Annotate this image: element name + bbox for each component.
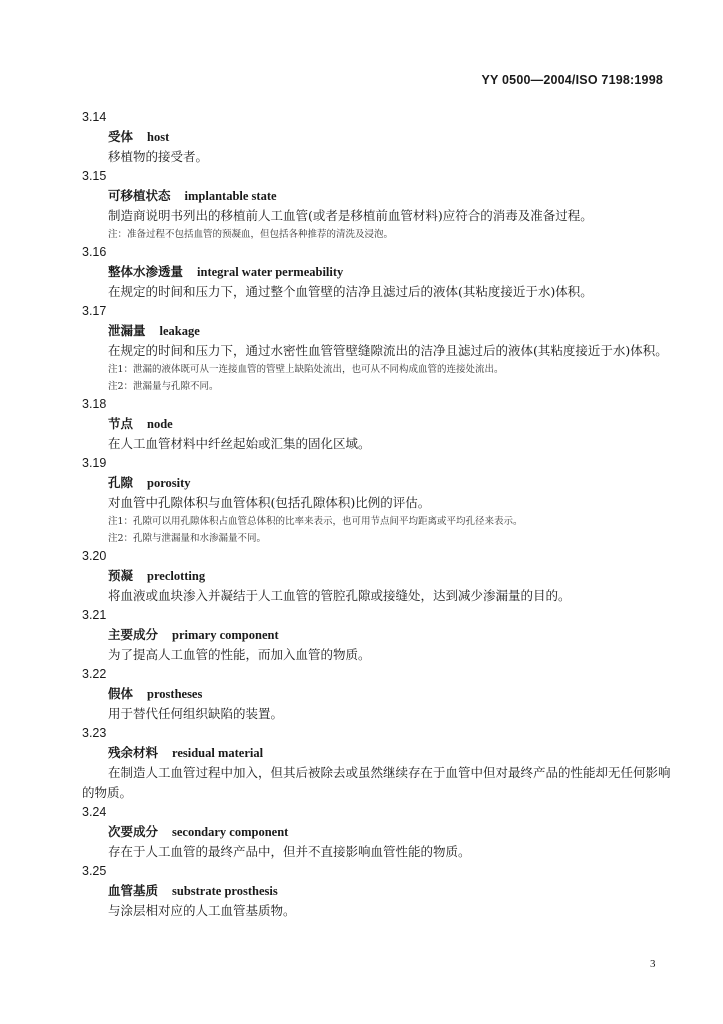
term-chinese: 假体 [108,686,134,701]
definition-entry [82,243,672,302]
term-heading [108,414,672,434]
term-heading [108,262,672,282]
definition-note: 注1：孔隙可以用孔隙体积占血管总体积的比率来表示，也可用节点间平均距离或平均孔径来表示。 [108,516,523,527]
clause-number: 3.14 [82,110,107,124]
term-heading [108,684,672,704]
clause-number: 3.19 [82,456,107,470]
term-chinese: 主要成分 [108,627,159,642]
clause-number: 3.17 [82,304,107,318]
definition-entry [82,862,672,921]
term-heading [108,822,672,842]
definition-entry [82,665,672,724]
term-definition: 移植物的接受者。 [108,149,209,164]
term-english: node [147,417,173,431]
term-definition: 对血管中孔隙体积与血管体积(包括孔隙体积)比例的评估。 [108,495,431,510]
term-english: substrate prosthesis [172,884,278,898]
definition-note: 注1：泄漏的液体既可从一连接血管的管壁上缺陷处流出，也可从不同构成血管的连接处流出。 [108,364,504,375]
definition-entry [82,454,672,547]
clause-number: 3.23 [82,726,107,740]
clause-number: 3.15 [82,169,107,183]
term-english: leakage [159,324,200,338]
term-english: secondary component [172,825,289,839]
definition-entry [82,395,672,454]
clause-number: 3.24 [82,805,107,819]
term-english: porosity [147,476,191,490]
definitions-list [82,108,672,921]
standard-header: YY 0500—2004/ISO 7198:1998 [481,73,663,87]
term-english: residual material [172,746,264,760]
clause-number: 3.22 [82,667,107,681]
term-chinese: 可移植状态 [108,188,171,203]
term-chinese: 节点 [108,416,134,431]
clause-number: 3.16 [82,245,107,259]
term-heading [108,881,672,901]
term-chinese: 预凝 [108,568,134,583]
definition-entry [82,606,672,665]
term-heading [108,625,672,645]
term-definition: 在人工血管材料中纤丝起始或汇集的固化区域。 [108,436,371,451]
term-chinese: 受体 [108,129,134,144]
term-heading [108,566,672,586]
definition-entry [82,803,672,862]
term-heading [108,473,672,493]
term-english: prostheses [147,687,203,701]
definition-entry [82,547,672,606]
term-heading [108,127,672,147]
term-definition: 用于替代任何组织缺陷的装置。 [108,706,284,721]
term-definition: 将血液或血块渗入并凝结于人工血管的管腔孔隙或接缝处，达到减少渗漏量的目的。 [108,588,571,603]
clause-number: 3.21 [82,608,107,622]
term-english: implantable state [184,189,277,203]
term-chinese: 残余材料 [108,745,159,760]
term-definition: 在制造人工血管过程中加入，但其后被除去或虽然继续存在于血管中但对最终产品的性能却无任何影响的物质。 [82,765,671,800]
term-heading [108,321,672,341]
term-definition: 在规定的时间和压力下，通过整个血管壁的洁净且滤过后的液体(其粘度接近于水)体积。 [108,284,593,299]
definition-note: 注2：泄漏量与孔隙不同。 [108,381,219,392]
term-chinese: 次要成分 [108,824,159,839]
page-number: 3 [650,958,656,970]
term-definition: 存在于人工血管的最终产品中，但并不直接影响血管性能的物质。 [108,844,471,859]
term-english: preclotting [147,569,206,583]
term-definition: 制造商说明书列出的移植前人工血管(或者是移植前血管材料)应符合的消毒及准备过程。 [108,208,593,223]
clause-number: 3.25 [82,864,107,878]
clause-number: 3.20 [82,549,107,563]
term-english: host [147,130,170,144]
term-english: integral water permeability [197,265,344,279]
definition-note: 注2：孔隙与泄漏量和水渗漏量不同。 [108,533,267,544]
definition-entry [82,108,672,167]
term-chinese: 孔隙 [108,475,134,490]
term-chinese: 血管基质 [108,883,159,898]
definition-entry [82,724,672,803]
term-chinese: 整体水渗透量 [108,264,184,279]
term-chinese: 泄漏量 [108,323,146,338]
definition-entry [82,167,672,243]
term-heading [108,743,672,763]
term-definition: 为了提高人工血管的性能，而加入血管的物质。 [108,647,371,662]
term-definition: 与涂层相对应的人工血管基质物。 [108,903,296,918]
term-heading [108,186,672,206]
clause-number: 3.18 [82,397,107,411]
definition-note: 注：准备过程不包括血管的预凝血，但包括各种推荐的清洗及浸泡。 [108,229,394,240]
definition-entry [82,302,672,395]
term-english: primary component [172,628,279,642]
term-definition: 在规定的时间和压力下，通过水密性血管管壁缝隙流出的洁净且滤过后的液体(其粘度接近于水)体积。 [108,343,668,358]
